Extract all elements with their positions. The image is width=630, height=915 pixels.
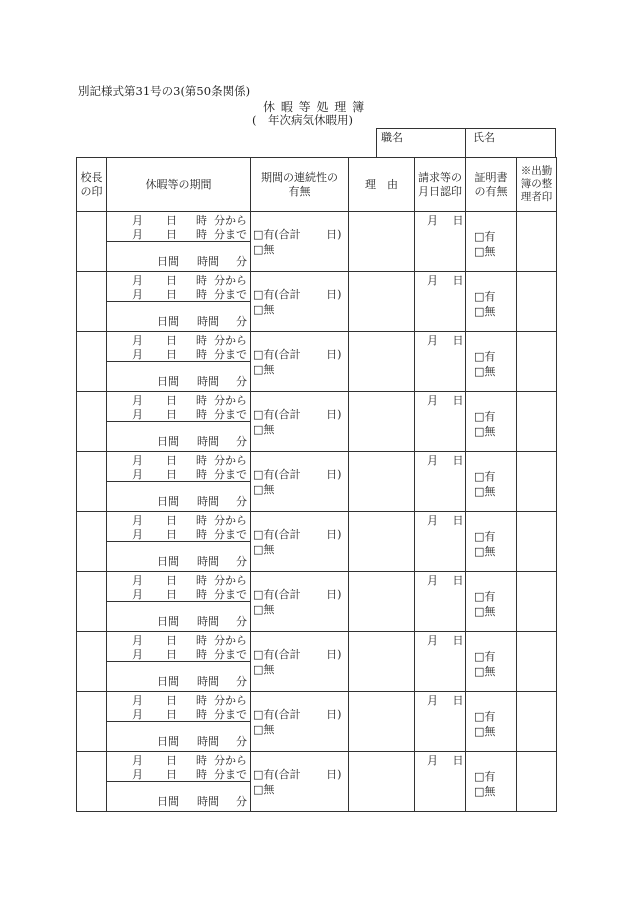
- period-segment: 分: [236, 435, 247, 448]
- period-to-line: [107, 768, 247, 782]
- certificate-cell[interactable]: [466, 752, 517, 812]
- period-segment: 月: [132, 528, 143, 541]
- period-segment: 時: [196, 694, 207, 707]
- continuity-no-option[interactable]: □無: [253, 363, 275, 376]
- period-duration-line: [107, 375, 247, 389]
- continuity-yes-option[interactable]: □有(合計 日): [253, 408, 342, 421]
- continuity-cell[interactable]: [251, 632, 349, 692]
- continuity-yes-option[interactable]: □有(合計 日): [253, 228, 342, 241]
- period-segment: 時: [196, 274, 207, 287]
- period-segment: 日間: [157, 315, 179, 328]
- period-segment: 時: [196, 528, 207, 541]
- period-separator: [107, 721, 250, 722]
- period-segment: 日間: [157, 555, 179, 568]
- period-segment: 分まで: [214, 708, 247, 721]
- period-segment: 時: [196, 394, 207, 407]
- period-from-line: [107, 274, 247, 288]
- continuity-no-option[interactable]: □無: [253, 603, 275, 616]
- period-duration-line: [107, 255, 247, 269]
- period-to-line: [107, 468, 247, 482]
- period-segment: 日: [166, 454, 177, 467]
- reason-cell[interactable]: [349, 752, 415, 812]
- leave-period-cell[interactable]: [107, 332, 251, 392]
- request-date-text: 月 日: [427, 574, 464, 587]
- clerk-seal-cell[interactable]: [517, 572, 557, 632]
- certificate-yes-option[interactable]: □有: [474, 230, 496, 243]
- request-date-text: 月 日: [427, 274, 464, 287]
- leave-period-cell[interactable]: [107, 392, 251, 452]
- request-date-cell[interactable]: [415, 512, 466, 572]
- table-body: [77, 212, 557, 812]
- continuity-cell[interactable]: [251, 392, 349, 452]
- period-from-line: [107, 634, 247, 648]
- period-to-line: [107, 288, 247, 302]
- period-segment: 分: [236, 495, 247, 508]
- period-segment: 時間: [197, 315, 219, 328]
- certificate-yes-option[interactable]: □有: [474, 470, 496, 483]
- period-to-line: [107, 708, 247, 722]
- period-segment: 分まで: [214, 408, 247, 421]
- leave-record-table: [76, 157, 557, 812]
- period-segment: 分まで: [214, 648, 247, 661]
- table-row: [77, 392, 557, 452]
- period-segment: 月: [132, 634, 143, 647]
- period-segment: 分まで: [214, 528, 247, 541]
- continuity-yes-option[interactable]: □有(合計 日): [253, 708, 342, 721]
- period-segment: 日: [166, 588, 177, 601]
- continuity-cell[interactable]: [251, 332, 349, 392]
- period-segment: 分から: [214, 454, 247, 467]
- period-segment: 時: [196, 634, 207, 647]
- clerk-seal-cell[interactable]: [517, 692, 557, 752]
- period-segment: 時: [196, 214, 207, 227]
- period-segment: 分から: [214, 274, 247, 287]
- period-segment: 分から: [214, 694, 247, 707]
- table-row: [77, 632, 557, 692]
- period-segment: 分まで: [214, 228, 247, 241]
- period-segment: 時: [196, 754, 207, 767]
- table-row: [77, 752, 557, 812]
- continuity-cell[interactable]: [251, 512, 349, 572]
- reason-cell[interactable]: [349, 212, 415, 272]
- certificate-cell[interactable]: [466, 332, 517, 392]
- certificate-cell[interactable]: [466, 512, 517, 572]
- period-segment: 月: [132, 274, 143, 287]
- certificate-no-option[interactable]: □無: [474, 365, 496, 378]
- certificate-no-option[interactable]: □無: [474, 545, 496, 558]
- continuity-no-option[interactable]: □無: [253, 303, 275, 316]
- period-segment: 時: [196, 768, 207, 781]
- period-segment: 月: [132, 574, 143, 587]
- period-segment: 日: [166, 694, 177, 707]
- clerk-seal-cell[interactable]: [517, 332, 557, 392]
- request-date-cell[interactable]: [415, 632, 466, 692]
- period-segment: 月: [132, 288, 143, 301]
- period-segment: 時: [196, 468, 207, 481]
- period-segment: 日間: [157, 495, 179, 508]
- period-segment: 月: [132, 768, 143, 781]
- continuity-cell[interactable]: [251, 212, 349, 272]
- table-row: [77, 572, 557, 632]
- continuity-yes-option[interactable]: □有(合計 日): [253, 288, 342, 301]
- period-segment: 日: [166, 408, 177, 421]
- period-segment: 日: [166, 634, 177, 647]
- document-subtitle: ( 年次病気休暇用): [252, 113, 353, 127]
- info-divider: [465, 129, 466, 158]
- period-segment: 日: [166, 468, 177, 481]
- certificate-cell[interactable]: [466, 272, 517, 332]
- col-certificate: 証明書 の有無: [466, 158, 517, 212]
- period-segment: 分から: [214, 394, 247, 407]
- period-segment: 日間: [157, 435, 179, 448]
- period-separator: [107, 301, 250, 302]
- period-segment: 日間: [157, 735, 179, 748]
- period-segment: 日: [166, 768, 177, 781]
- period-from-line: [107, 694, 247, 708]
- period-segment: 月: [132, 454, 143, 467]
- period-from-line: [107, 514, 247, 528]
- principal-seal-cell[interactable]: [77, 212, 107, 272]
- period-duration-line: [107, 315, 247, 329]
- period-segment: 時間: [197, 435, 219, 448]
- period-segment: 分: [236, 375, 247, 388]
- period-duration-line: [107, 495, 247, 509]
- period-to-line: [107, 528, 247, 542]
- period-segment: 時間: [197, 255, 219, 268]
- name-label: 氏名: [473, 131, 495, 144]
- period-segment: 日間: [157, 795, 179, 808]
- principal-seal-cell[interactable]: [77, 572, 107, 632]
- certificate-no-option[interactable]: □無: [474, 425, 496, 438]
- reason-cell[interactable]: [349, 272, 415, 332]
- period-segment: 日: [166, 214, 177, 227]
- period-separator: [107, 421, 250, 422]
- certificate-yes-option[interactable]: □有: [474, 710, 496, 723]
- leave-period-cell[interactable]: [107, 512, 251, 572]
- period-duration-line: [107, 555, 247, 569]
- certificate-yes-option[interactable]: □有: [474, 290, 496, 303]
- period-segment: 日間: [157, 255, 179, 268]
- period-segment: 時間: [197, 795, 219, 808]
- continuity-no-option[interactable]: □無: [253, 663, 275, 676]
- period-to-line: [107, 408, 247, 422]
- principal-seal-cell[interactable]: [77, 392, 107, 452]
- request-date-cell[interactable]: [415, 332, 466, 392]
- period-segment: 時: [196, 648, 207, 661]
- principal-seal-cell[interactable]: [77, 512, 107, 572]
- employee-info-row: [376, 128, 556, 158]
- certificate-yes-option[interactable]: □有: [474, 530, 496, 543]
- period-segment: 時間: [197, 495, 219, 508]
- period-to-line: [107, 348, 247, 362]
- period-segment: 日: [166, 394, 177, 407]
- period-segment: 日: [166, 528, 177, 541]
- period-segment: 時間: [197, 375, 219, 388]
- period-segment: 月: [132, 694, 143, 707]
- continuity-yes-option[interactable]: □有(合計 日): [253, 528, 342, 541]
- period-segment: 分: [236, 675, 247, 688]
- certificate-yes-option[interactable]: □有: [474, 410, 496, 423]
- continuity-no-option[interactable]: □無: [253, 423, 275, 436]
- period-segment: 分から: [214, 634, 247, 647]
- certificate-no-option[interactable]: □無: [474, 485, 496, 498]
- continuity-cell[interactable]: [251, 272, 349, 332]
- period-segment: 時: [196, 454, 207, 467]
- table-row: [77, 692, 557, 752]
- period-segment: 日: [166, 514, 177, 527]
- period-segment: 時: [196, 588, 207, 601]
- period-segment: 月: [132, 394, 143, 407]
- period-segment: 月: [132, 334, 143, 347]
- period-segment: 分から: [214, 214, 247, 227]
- period-segment: 時: [196, 348, 207, 361]
- col-reason: 理 由: [349, 158, 415, 212]
- period-from-line: [107, 574, 247, 588]
- leave-period-cell[interactable]: [107, 752, 251, 812]
- request-date-cell[interactable]: [415, 752, 466, 812]
- continuity-yes-option[interactable]: □有(合計 日): [253, 348, 342, 361]
- period-from-line: [107, 454, 247, 468]
- request-date-cell[interactable]: [415, 572, 466, 632]
- period-segment: 時: [196, 574, 207, 587]
- period-segment: 日: [166, 334, 177, 347]
- period-duration-line: [107, 795, 247, 809]
- request-date-text: 月 日: [427, 394, 464, 407]
- continuity-no-option[interactable]: □無: [253, 543, 275, 556]
- certificate-no-option[interactable]: □無: [474, 305, 496, 318]
- reason-cell[interactable]: [349, 572, 415, 632]
- certificate-cell[interactable]: [466, 452, 517, 512]
- period-segment: 月: [132, 408, 143, 421]
- period-segment: 時: [196, 334, 207, 347]
- request-date-text: 月 日: [427, 214, 464, 227]
- period-segment: 月: [132, 708, 143, 721]
- continuity-yes-option[interactable]: □有(合計 日): [253, 468, 342, 481]
- period-segment: 時: [196, 408, 207, 421]
- period-to-line: [107, 588, 247, 602]
- continuity-yes-option[interactable]: □有(合計 日): [253, 648, 342, 661]
- certificate-yes-option[interactable]: □有: [474, 650, 496, 663]
- period-segment: 月: [132, 514, 143, 527]
- period-segment: 分まで: [214, 468, 247, 481]
- request-date-cell[interactable]: [415, 272, 466, 332]
- certificate-cell[interactable]: [466, 392, 517, 452]
- period-segment: 分まで: [214, 288, 247, 301]
- clerk-seal-cell[interactable]: [517, 512, 557, 572]
- period-segment: 日: [166, 274, 177, 287]
- period-segment: 月: [132, 588, 143, 601]
- continuity-cell[interactable]: [251, 692, 349, 752]
- request-date-cell[interactable]: [415, 212, 466, 272]
- period-segment: 日: [166, 348, 177, 361]
- period-segment: 時間: [197, 555, 219, 568]
- table-header-row: [77, 158, 557, 212]
- reason-cell[interactable]: [349, 632, 415, 692]
- period-duration-line: [107, 615, 247, 629]
- period-segment: 月: [132, 214, 143, 227]
- certificate-no-option[interactable]: □無: [474, 665, 496, 678]
- reason-cell[interactable]: [349, 512, 415, 572]
- period-segment: 分から: [214, 334, 247, 347]
- form-reference: 別記様式第31号の3(第50条関係): [78, 84, 251, 98]
- clerk-seal-cell[interactable]: [517, 452, 557, 512]
- period-separator: [107, 481, 250, 482]
- table-row: [77, 332, 557, 392]
- period-segment: 分: [236, 315, 247, 328]
- period-to-line: [107, 648, 247, 662]
- period-segment: 分まで: [214, 588, 247, 601]
- certificate-no-option[interactable]: □無: [474, 725, 496, 738]
- period-duration-line: [107, 675, 247, 689]
- reason-cell[interactable]: [349, 452, 415, 512]
- period-segment: 分から: [214, 574, 247, 587]
- period-segment: 日: [166, 228, 177, 241]
- leave-period-cell[interactable]: [107, 572, 251, 632]
- clerk-seal-cell[interactable]: [517, 392, 557, 452]
- period-segment: 時間: [197, 615, 219, 628]
- request-date-text: 月 日: [427, 754, 464, 767]
- period-segment: 日: [166, 648, 177, 661]
- period-segment: 時間: [197, 675, 219, 688]
- continuity-cell[interactable]: [251, 452, 349, 512]
- period-segment: 時: [196, 288, 207, 301]
- period-from-line: [107, 334, 247, 348]
- period-separator: [107, 781, 250, 782]
- period-segment: 分: [236, 735, 247, 748]
- period-segment: 日: [166, 708, 177, 721]
- period-segment: 月: [132, 348, 143, 361]
- period-segment: 分まで: [214, 348, 247, 361]
- principal-seal-cell[interactable]: [77, 692, 107, 752]
- period-segment: 時: [196, 228, 207, 241]
- period-segment: 時: [196, 708, 207, 721]
- request-date-text: 月 日: [427, 514, 464, 527]
- clerk-seal-cell[interactable]: [517, 212, 557, 272]
- period-segment: 分から: [214, 514, 247, 527]
- job-title-label: 職名: [381, 131, 403, 144]
- period-separator: [107, 601, 250, 602]
- period-segment: 日: [166, 288, 177, 301]
- period-separator: [107, 661, 250, 662]
- col-continuity: 期間の連続性の 有無: [251, 158, 349, 212]
- col-clerk-seal: ※出勤 簿の整 理者印: [517, 158, 557, 212]
- period-segment: 日間: [157, 615, 179, 628]
- reason-cell[interactable]: [349, 332, 415, 392]
- period-segment: 日: [166, 574, 177, 587]
- period-segment: 分: [236, 255, 247, 268]
- continuity-cell[interactable]: [251, 752, 349, 812]
- period-segment: 日: [166, 754, 177, 767]
- period-segment: 月: [132, 754, 143, 767]
- period-segment: 分: [236, 795, 247, 808]
- clerk-seal-cell[interactable]: [517, 632, 557, 692]
- certificate-no-option[interactable]: □無: [474, 245, 496, 258]
- certificate-yes-option[interactable]: □有: [474, 590, 496, 603]
- principal-seal-cell[interactable]: [77, 752, 107, 812]
- leave-period-cell[interactable]: [107, 272, 251, 332]
- leave-period-cell[interactable]: [107, 692, 251, 752]
- col-request-date: 請求等の 月日認印: [415, 158, 466, 212]
- certificate-cell[interactable]: [466, 692, 517, 752]
- request-date-cell[interactable]: [415, 452, 466, 512]
- period-segment: 分: [236, 615, 247, 628]
- continuity-no-option[interactable]: □無: [253, 783, 275, 796]
- continuity-yes-option[interactable]: □有(合計 日): [253, 768, 342, 781]
- period-segment: 分まで: [214, 768, 247, 781]
- reason-cell[interactable]: [349, 392, 415, 452]
- certificate-yes-option[interactable]: □有: [474, 350, 496, 363]
- table-row: [77, 452, 557, 512]
- period-to-line: [107, 228, 247, 242]
- period-segment: 月: [132, 648, 143, 661]
- period-separator: [107, 541, 250, 542]
- certificate-cell[interactable]: [466, 572, 517, 632]
- reason-cell[interactable]: [349, 692, 415, 752]
- certificate-cell[interactable]: [466, 632, 517, 692]
- continuity-cell[interactable]: [251, 572, 349, 632]
- period-segment: 日間: [157, 675, 179, 688]
- continuity-no-option[interactable]: □無: [253, 723, 275, 736]
- request-date-text: 月 日: [427, 454, 464, 467]
- period-segment: 時: [196, 514, 207, 527]
- certificate-no-option[interactable]: □無: [474, 605, 496, 618]
- table-row: [77, 212, 557, 272]
- period-separator: [107, 361, 250, 362]
- certificate-yes-option[interactable]: □有: [474, 770, 496, 783]
- period-segment: 月: [132, 468, 143, 481]
- principal-seal-cell[interactable]: [77, 452, 107, 512]
- document-title: 休 暇 等 処 理 簿: [263, 100, 366, 114]
- clerk-seal-cell[interactable]: [517, 272, 557, 332]
- leave-period-cell[interactable]: [107, 632, 251, 692]
- certificate-no-option[interactable]: □無: [474, 785, 496, 798]
- leave-period-cell[interactable]: [107, 452, 251, 512]
- request-date-text: 月 日: [427, 334, 464, 347]
- col-leave-period: 休暇等の期間: [107, 158, 251, 212]
- request-date-text: 月 日: [427, 694, 464, 707]
- table-row: [77, 512, 557, 572]
- continuity-no-option[interactable]: □無: [253, 483, 275, 496]
- principal-seal-cell[interactable]: [77, 632, 107, 692]
- leave-period-cell[interactable]: [107, 212, 251, 272]
- period-segment: 分から: [214, 754, 247, 767]
- request-date-cell[interactable]: [415, 692, 466, 752]
- continuity-no-option[interactable]: □無: [253, 243, 275, 256]
- col-principal-seal: 校長 の印: [77, 158, 107, 212]
- request-date-cell[interactable]: [415, 392, 466, 452]
- period-from-line: [107, 394, 247, 408]
- period-from-line: [107, 754, 247, 768]
- period-from-line: [107, 214, 247, 228]
- table-row: [77, 272, 557, 332]
- period-duration-line: [107, 435, 247, 449]
- period-segment: 日間: [157, 375, 179, 388]
- period-separator: [107, 241, 250, 242]
- period-segment: 分: [236, 555, 247, 568]
- principal-seal-cell[interactable]: [77, 272, 107, 332]
- period-segment: 時間: [197, 735, 219, 748]
- clerk-seal-cell[interactable]: [517, 752, 557, 812]
- request-date-text: 月 日: [427, 634, 464, 647]
- period-segment: 月: [132, 228, 143, 241]
- continuity-yes-option[interactable]: □有(合計 日): [253, 588, 342, 601]
- certificate-cell[interactable]: [466, 212, 517, 272]
- period-duration-line: [107, 735, 247, 749]
- principal-seal-cell[interactable]: [77, 332, 107, 392]
